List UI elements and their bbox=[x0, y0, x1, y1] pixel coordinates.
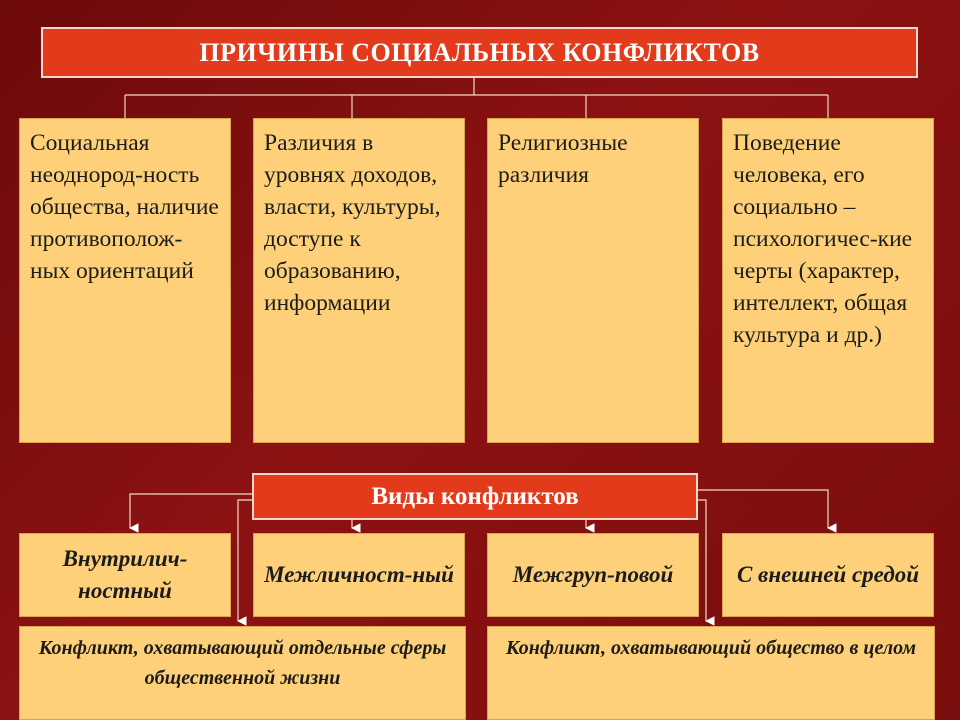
cause-box-3: Религиозные различия bbox=[487, 118, 699, 443]
diagram-title: ПРИЧИНЫ СОЦИАЛЬНЫХ КОНФЛИКТОВ bbox=[41, 27, 918, 78]
type-box-external: С внешней средой bbox=[722, 533, 934, 617]
arrow-to-scope-right bbox=[698, 500, 706, 621]
cause-box-1: Социальная неоднород-ность общества, наличие противополож-ных ориентаций bbox=[19, 118, 231, 443]
types-title: Виды конфликтов bbox=[252, 473, 698, 520]
scope-box-partial: Конфликт, охватывающий отдельные сферы общественной жизни bbox=[19, 626, 466, 720]
type-box-interpersonal: Межличност-ный bbox=[253, 533, 465, 617]
arrow-to-external bbox=[698, 490, 828, 528]
type-box-intergroup: Межгруп-повой bbox=[487, 533, 699, 617]
type-box-intrapersonal: Внутрилич-ностный bbox=[19, 533, 231, 617]
cause-box-4: Поведение человека, его социально – психологичес-кие черты (характер, интеллект, общая культура и др.) bbox=[722, 118, 934, 443]
scope-box-whole: Конфликт, охватывающий общество в целом bbox=[487, 626, 935, 720]
arrow-to-intrapersonal bbox=[130, 494, 252, 528]
arrow-to-scope-left bbox=[238, 500, 252, 621]
cause-box-2: Различия в уровнях доходов, власти, культуры, доступе к образованию, информации bbox=[253, 118, 465, 443]
